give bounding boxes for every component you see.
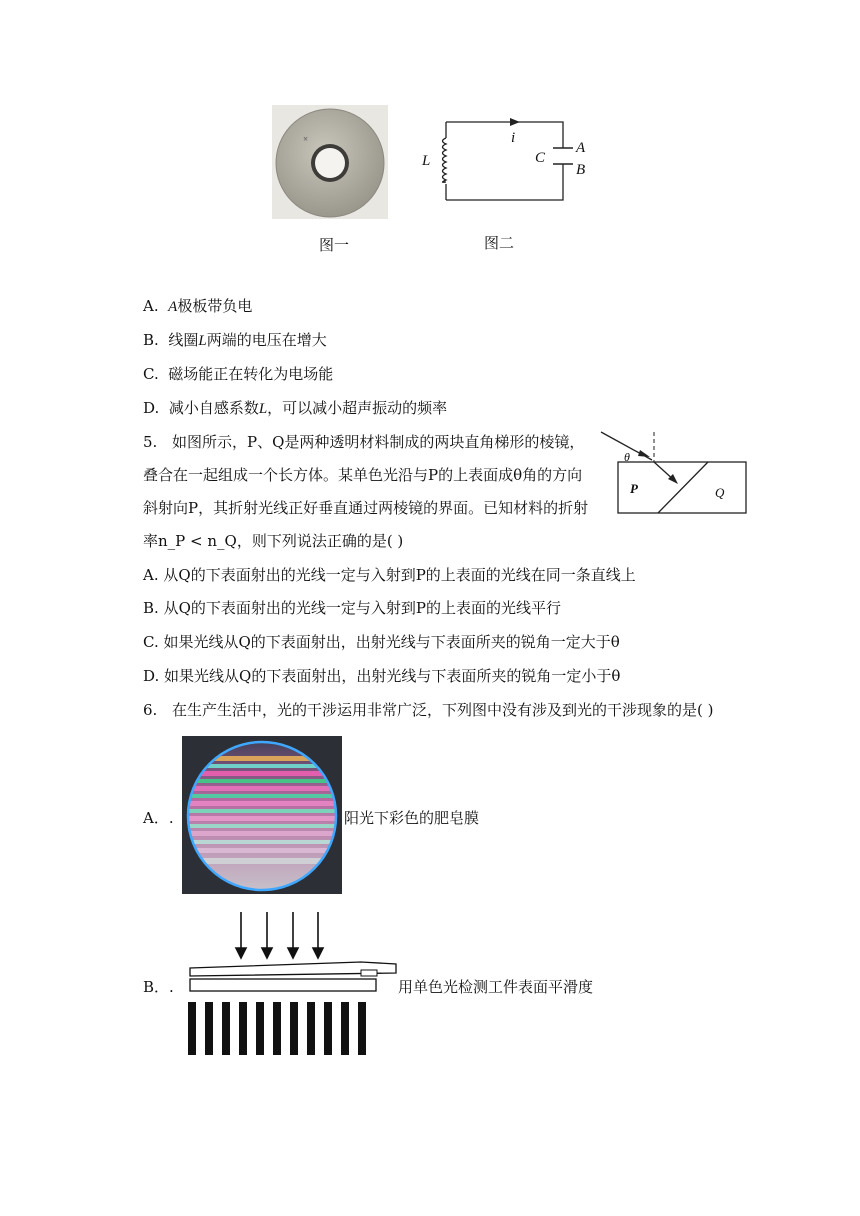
q5-stem-line-2: 叠合在一起组成一个长方体。某单色光沿与P的上表面成θ角的方向 [143,466,583,484]
figure-2-lc-circuit [410,108,610,208]
q4-option-d: D. 减小自感系数L，可以减小超声振动的频率 [143,399,448,417]
washer-image [272,105,388,219]
q4-option-c: C. 磁场能正在转化为电场能 [143,365,334,383]
q5-stem-line-1: 如图所示，P、Q是两种透明材料制成的两块直角梯形的棱镜， [172,433,585,451]
q5-number: 5. [143,433,158,451]
incident-arrow-icon [638,450,650,457]
inductor-coil-icon [443,138,447,182]
q5-option-a: A. 从Q的下表面射出的光线一定与入射到P的上表面的光线在同一条直线上 [143,566,636,584]
label-B: B [576,162,586,178]
q6-option-a-letter: A．. [143,809,174,827]
label-C: C [535,150,546,166]
q5-option-b: B. 从Q的下表面射出的光线一定与入射到P的上表面的光线平行 [143,599,561,617]
label-Q: Q [715,485,725,500]
q5-stem-line-4: 率n_P < n_Q，则下列说法正确的是( ) [143,532,404,550]
label-A: A [576,140,586,156]
q5-prism-figure [598,430,758,520]
svg-text:×: × [303,134,309,144]
q6-stem: 在生产生活中，光的干涉运用非常广泛，下列图中没有涉及到光的干涉现象的是( ) [172,701,714,719]
figure-2-caption: 图二 [484,234,515,252]
current-arrow-icon [510,118,520,126]
soap-film-image [182,736,342,894]
label-i: i [511,130,516,146]
flatness-test-figure [186,910,398,1060]
label-L: L [422,153,431,169]
q6-option-b-caption: 用单色光检测工件表面平滑度 [398,978,594,996]
q5-option-c: C. 如果光线从Q的下表面射出，出射光线与下表面所夹的锐角一定大于θ [143,633,620,651]
label-P: P [630,481,638,496]
q6-number: 6. [143,701,158,719]
q5-option-d: D. 如果光线从Q的下表面射出，出射光线与下表面所夹的锐角一定小于θ [143,667,621,685]
prism-interface [658,462,708,513]
label-theta: θ [624,450,630,464]
q4-option-b: B. 线圈L两端的电压在增大 [143,331,327,349]
q6-option-b-letter: B．. [143,978,174,996]
q5-stem-line-3: 斜射向P，其折射光线正好垂直通过两棱镜的界面。已知材料的折射 [143,499,589,517]
q4-option-a: A. A极板带负电 [143,297,253,315]
figure-1-washer-photo [272,105,388,219]
figure-1-caption: 图一 [319,236,350,254]
q6-option-a-caption: 阳光下彩色的肥皂膜 [344,809,480,827]
